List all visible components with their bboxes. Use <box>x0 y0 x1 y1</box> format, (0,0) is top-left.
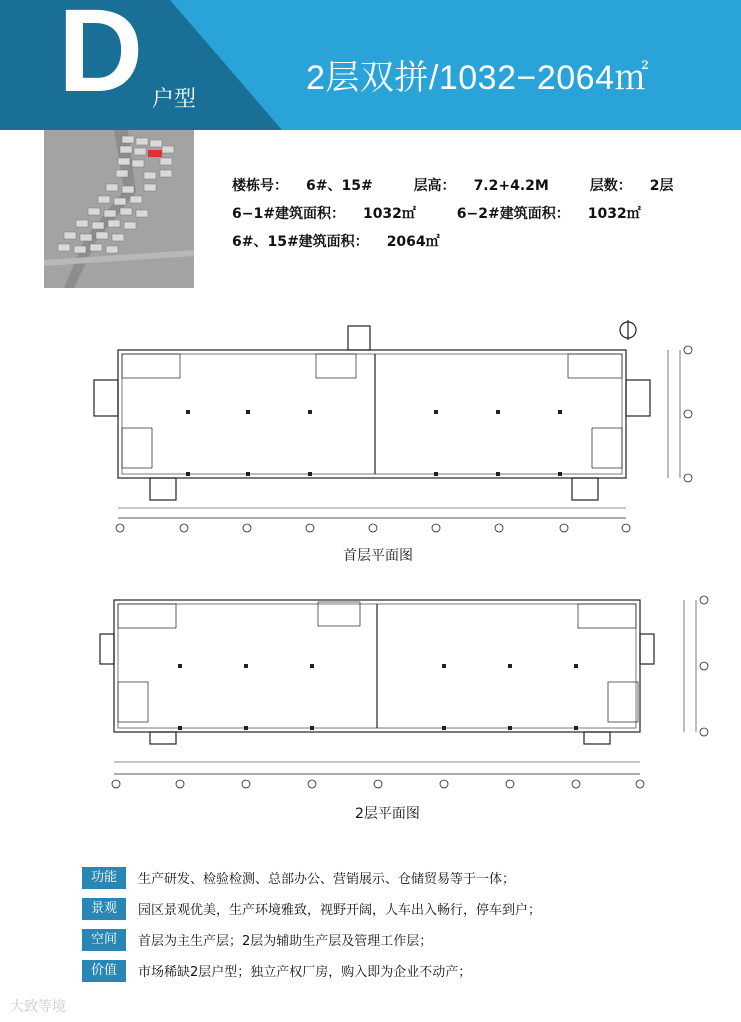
info-row-3: 6#、15#建筑面积： 2064㎡ <box>232 234 440 250</box>
feature-tag: 价值 <box>82 960 126 982</box>
feature-row-space <box>82 925 702 954</box>
feature-text: 首层为主生产层；2层为辅助生产层及管理工作层； <box>138 934 433 949</box>
site-location-map <box>44 130 194 288</box>
feature-row-value <box>82 956 702 985</box>
header-banner <box>0 0 741 130</box>
unit-type-label: 户型 <box>152 87 197 112</box>
feature-tag: 功能 <box>82 867 126 889</box>
feature-tag: 景观 <box>82 898 126 920</box>
area-6-2: 1032㎡ <box>587 206 641 222</box>
feature-list <box>82 863 702 987</box>
second-floor-plan <box>0 590 741 795</box>
second-floor-caption: 2层平面图 <box>355 806 420 822</box>
highlighted-building <box>148 150 162 157</box>
watermark: 大致等境 <box>10 999 66 1015</box>
area-6-1: 1032㎡ <box>362 206 416 222</box>
info-row-1: 楼栋号： 6#、15# 层高： 7.2+4.2M 层数： 2层 <box>232 178 674 194</box>
floor-height: 7.2+4.2M <box>473 178 549 194</box>
feature-text: 园区景观优美，生产环境雅致，视野开阔，人车出入畅行，停车到户； <box>138 903 542 918</box>
feature-tag: 空间 <box>82 929 126 951</box>
first-floor-caption: 首层平面图 <box>343 548 413 564</box>
building-number: 6#、15# <box>306 178 373 194</box>
info-row-2: 6−1#建筑面积： 1032㎡ 6−2#建筑面积： 1032㎡ <box>232 206 641 222</box>
total-area: 2064㎡ <box>386 234 440 250</box>
feature-row-function <box>82 863 702 892</box>
building-info <box>232 172 709 256</box>
page-title: 2层双拼/1032−2064㎡ <box>306 59 649 97</box>
unit-type-letter: D <box>58 0 144 117</box>
feature-text: 生产研发、检验检测、总部办公、营销展示、仓储贸易等于一体； <box>138 872 516 887</box>
floor-count: 2层 <box>649 178 674 194</box>
feature-row-landscape <box>82 894 702 923</box>
first-floor-plan <box>0 318 741 540</box>
feature-text: 市场稀缺2层户型；独立产权厂房，购入即为企业不动产； <box>138 965 472 980</box>
